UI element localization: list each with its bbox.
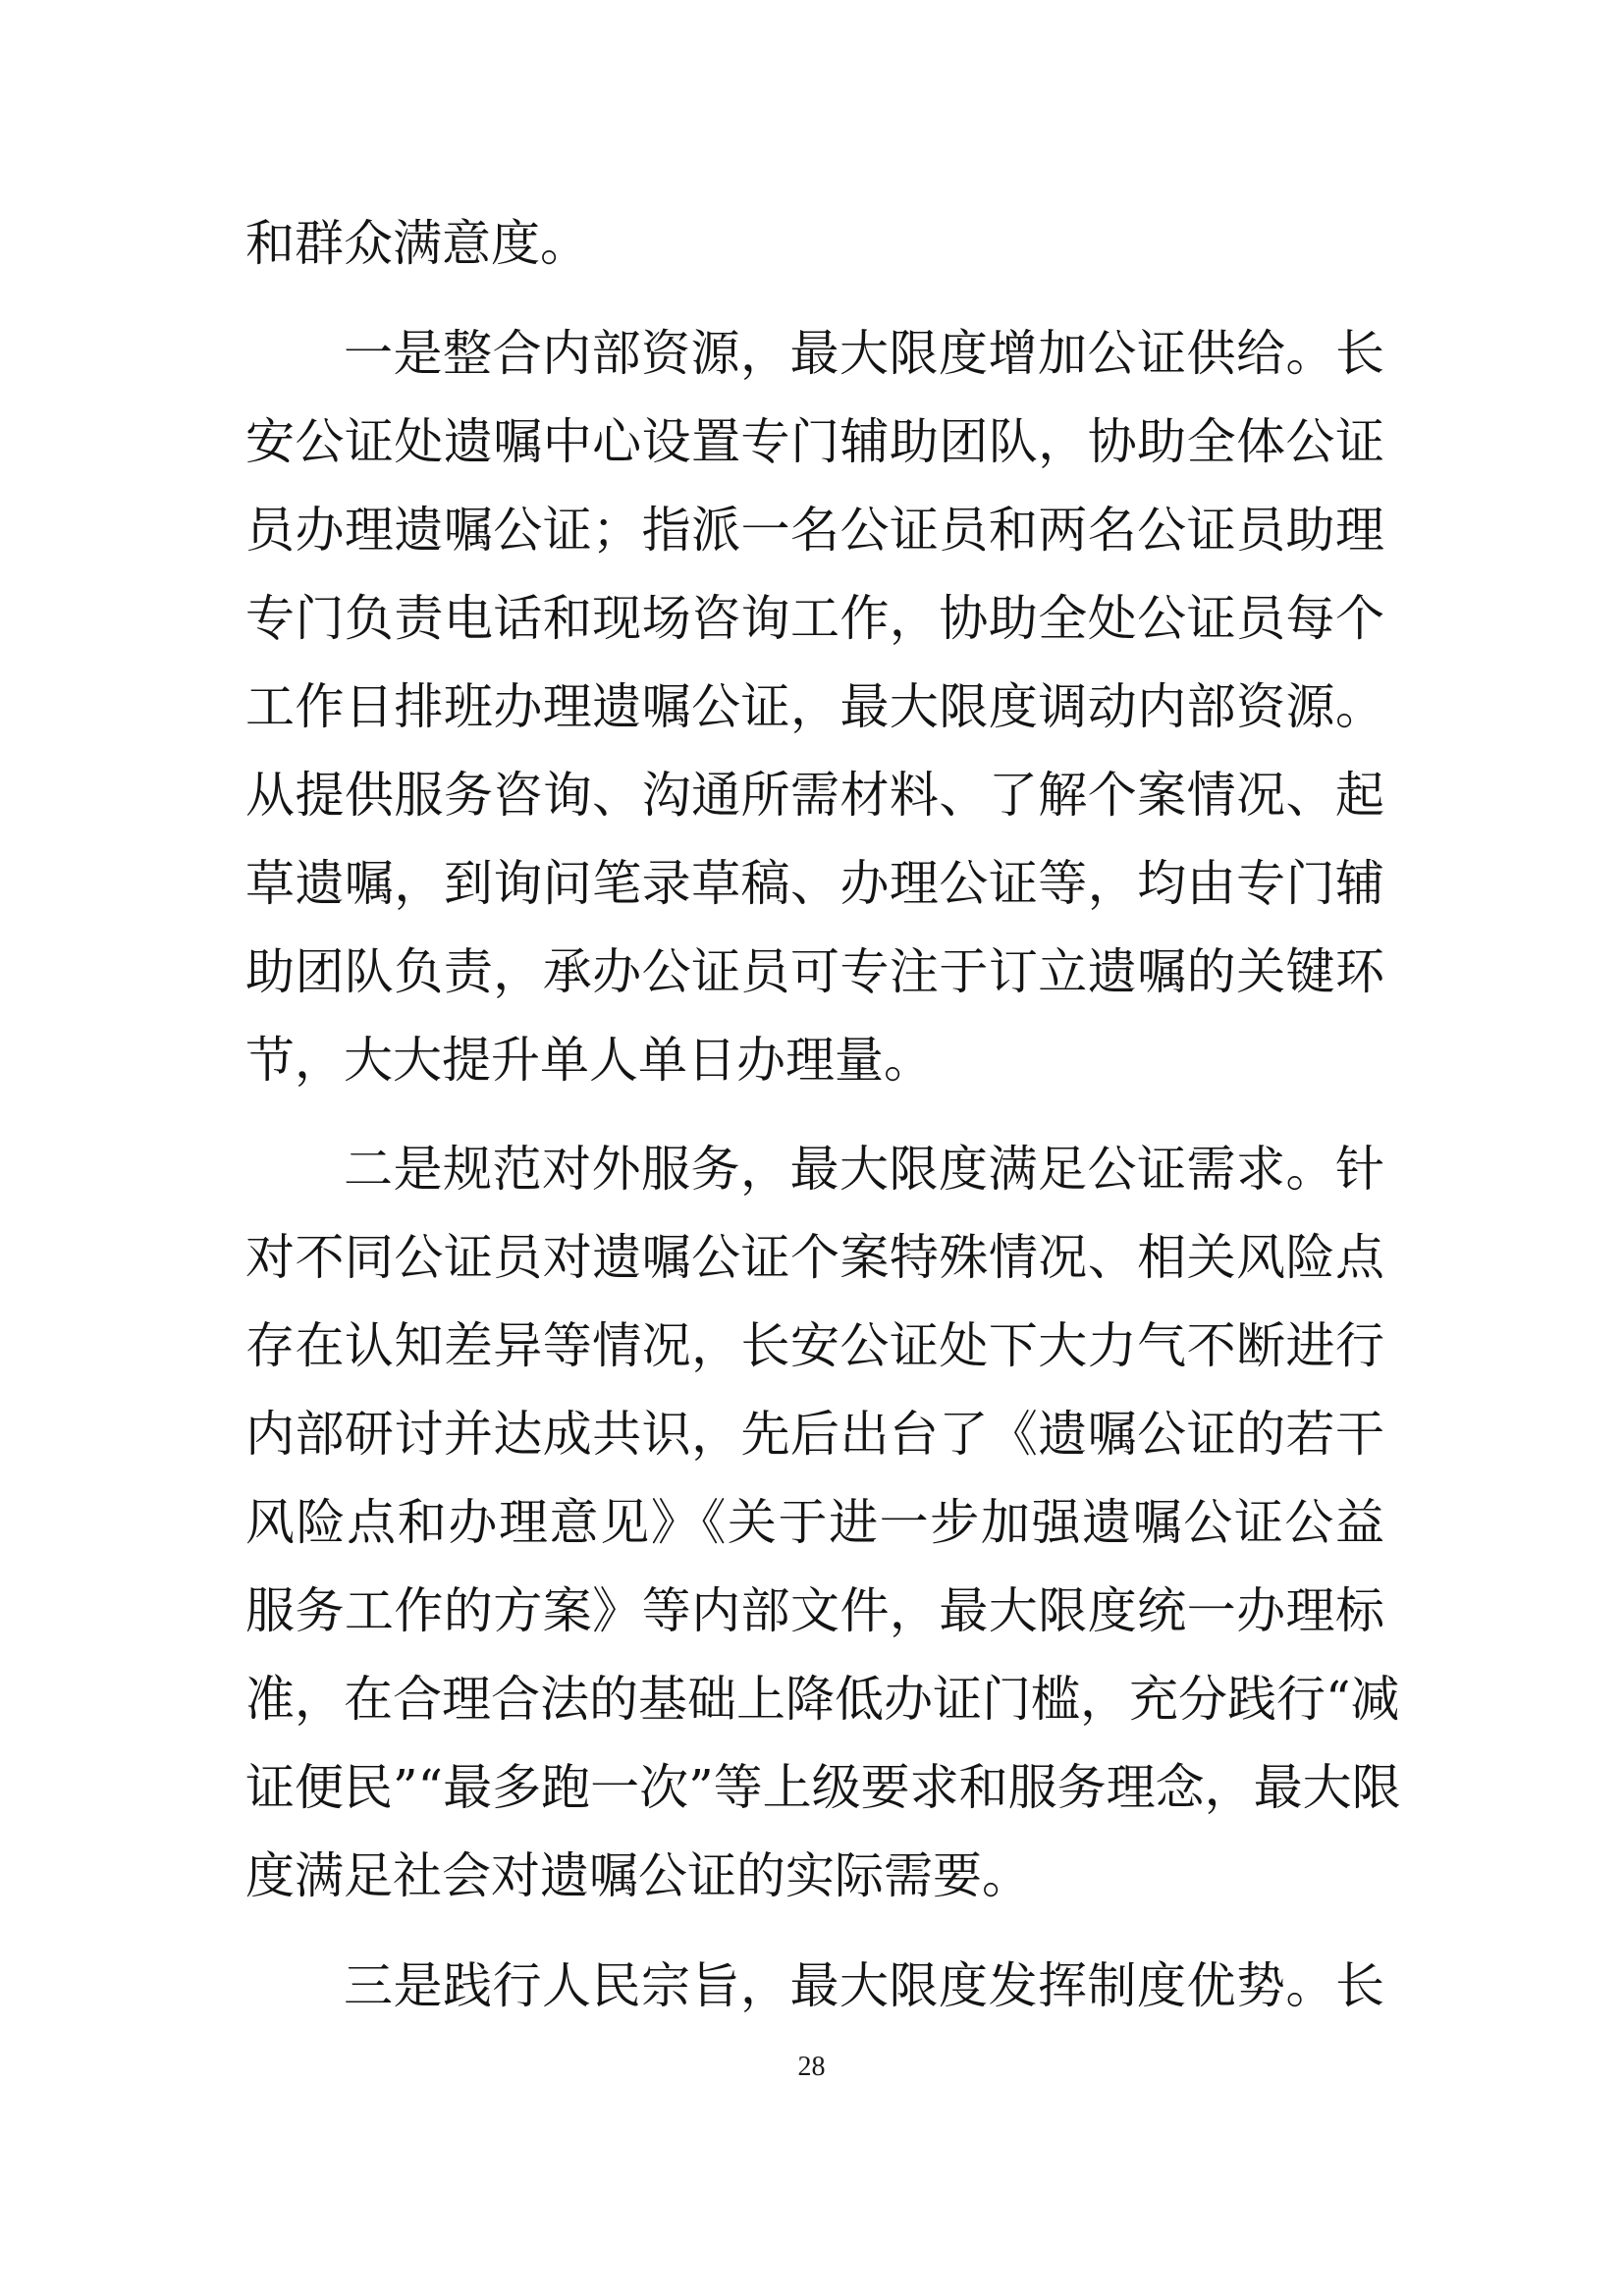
paragraph-2-first-line: 二是规范对外服务，最大限度满足公证需求。针 xyxy=(344,1141,1384,1198)
text-line: 草遗嘱，到询问笔录草稿、办理公证等，均由专门辅 xyxy=(245,855,1384,912)
text-line: 内部研讨并达成共识，先后出台了《遗嘱公证的若干 xyxy=(245,1406,1384,1463)
text-line: 证便民”“最多跑一次”等上级要求和服务理念，最大限 xyxy=(245,1759,1401,1816)
text-line: 和群众满意度。 xyxy=(245,215,589,272)
text-line: 工作日排班办理遗嘱公证，最大限度调动内部资源。 xyxy=(245,678,1384,735)
text-line: 准，在合理合法的基础上降低办证门槛，充分践行“减 xyxy=(245,1671,1400,1728)
text-line: 助团队负责，承办公证员可专注于订立遗嘱的关键环 xyxy=(245,943,1384,1000)
text-line: 度满足社会对遗嘱公证的实际需要。 xyxy=(245,1847,1031,1904)
text-line: 专门负责电话和现场咨询工作，协助全处公证员每个 xyxy=(245,590,1384,647)
text-line: 服务工作的方案》等内部文件，最大限度统一办理标 xyxy=(245,1582,1384,1639)
paragraph-3-first-line: 三是践行人民宗旨，最大限度发挥制度优势。长 xyxy=(344,1957,1384,2014)
text-line: 对不同公证员对遗嘱公证个案特殊情况、相关风险点 xyxy=(245,1229,1384,1286)
text-line: 节，大大提升单人单日办理量。 xyxy=(245,1032,933,1089)
text-line: 存在认知差异等情况，长安公证处下大力气不断进行 xyxy=(245,1317,1384,1374)
text-line: 安公证处遗嘱中心设置专门辅助团队，协助全体公证 xyxy=(245,413,1384,470)
text-line: 员办理遗嘱公证；指派一名公证员和两名公证员助理 xyxy=(245,502,1384,559)
text-line: 从提供服务咨询、沟通所需材料、了解个案情况、起 xyxy=(245,767,1384,824)
page-number: 28 xyxy=(797,2052,826,2082)
text-line: 风险点和办理意见》《关于进一步加强遗嘱公证公益 xyxy=(245,1494,1384,1551)
paragraph-1-first-line: 一是整合内部资源，最大限度增加公证供给。长 xyxy=(344,325,1384,382)
